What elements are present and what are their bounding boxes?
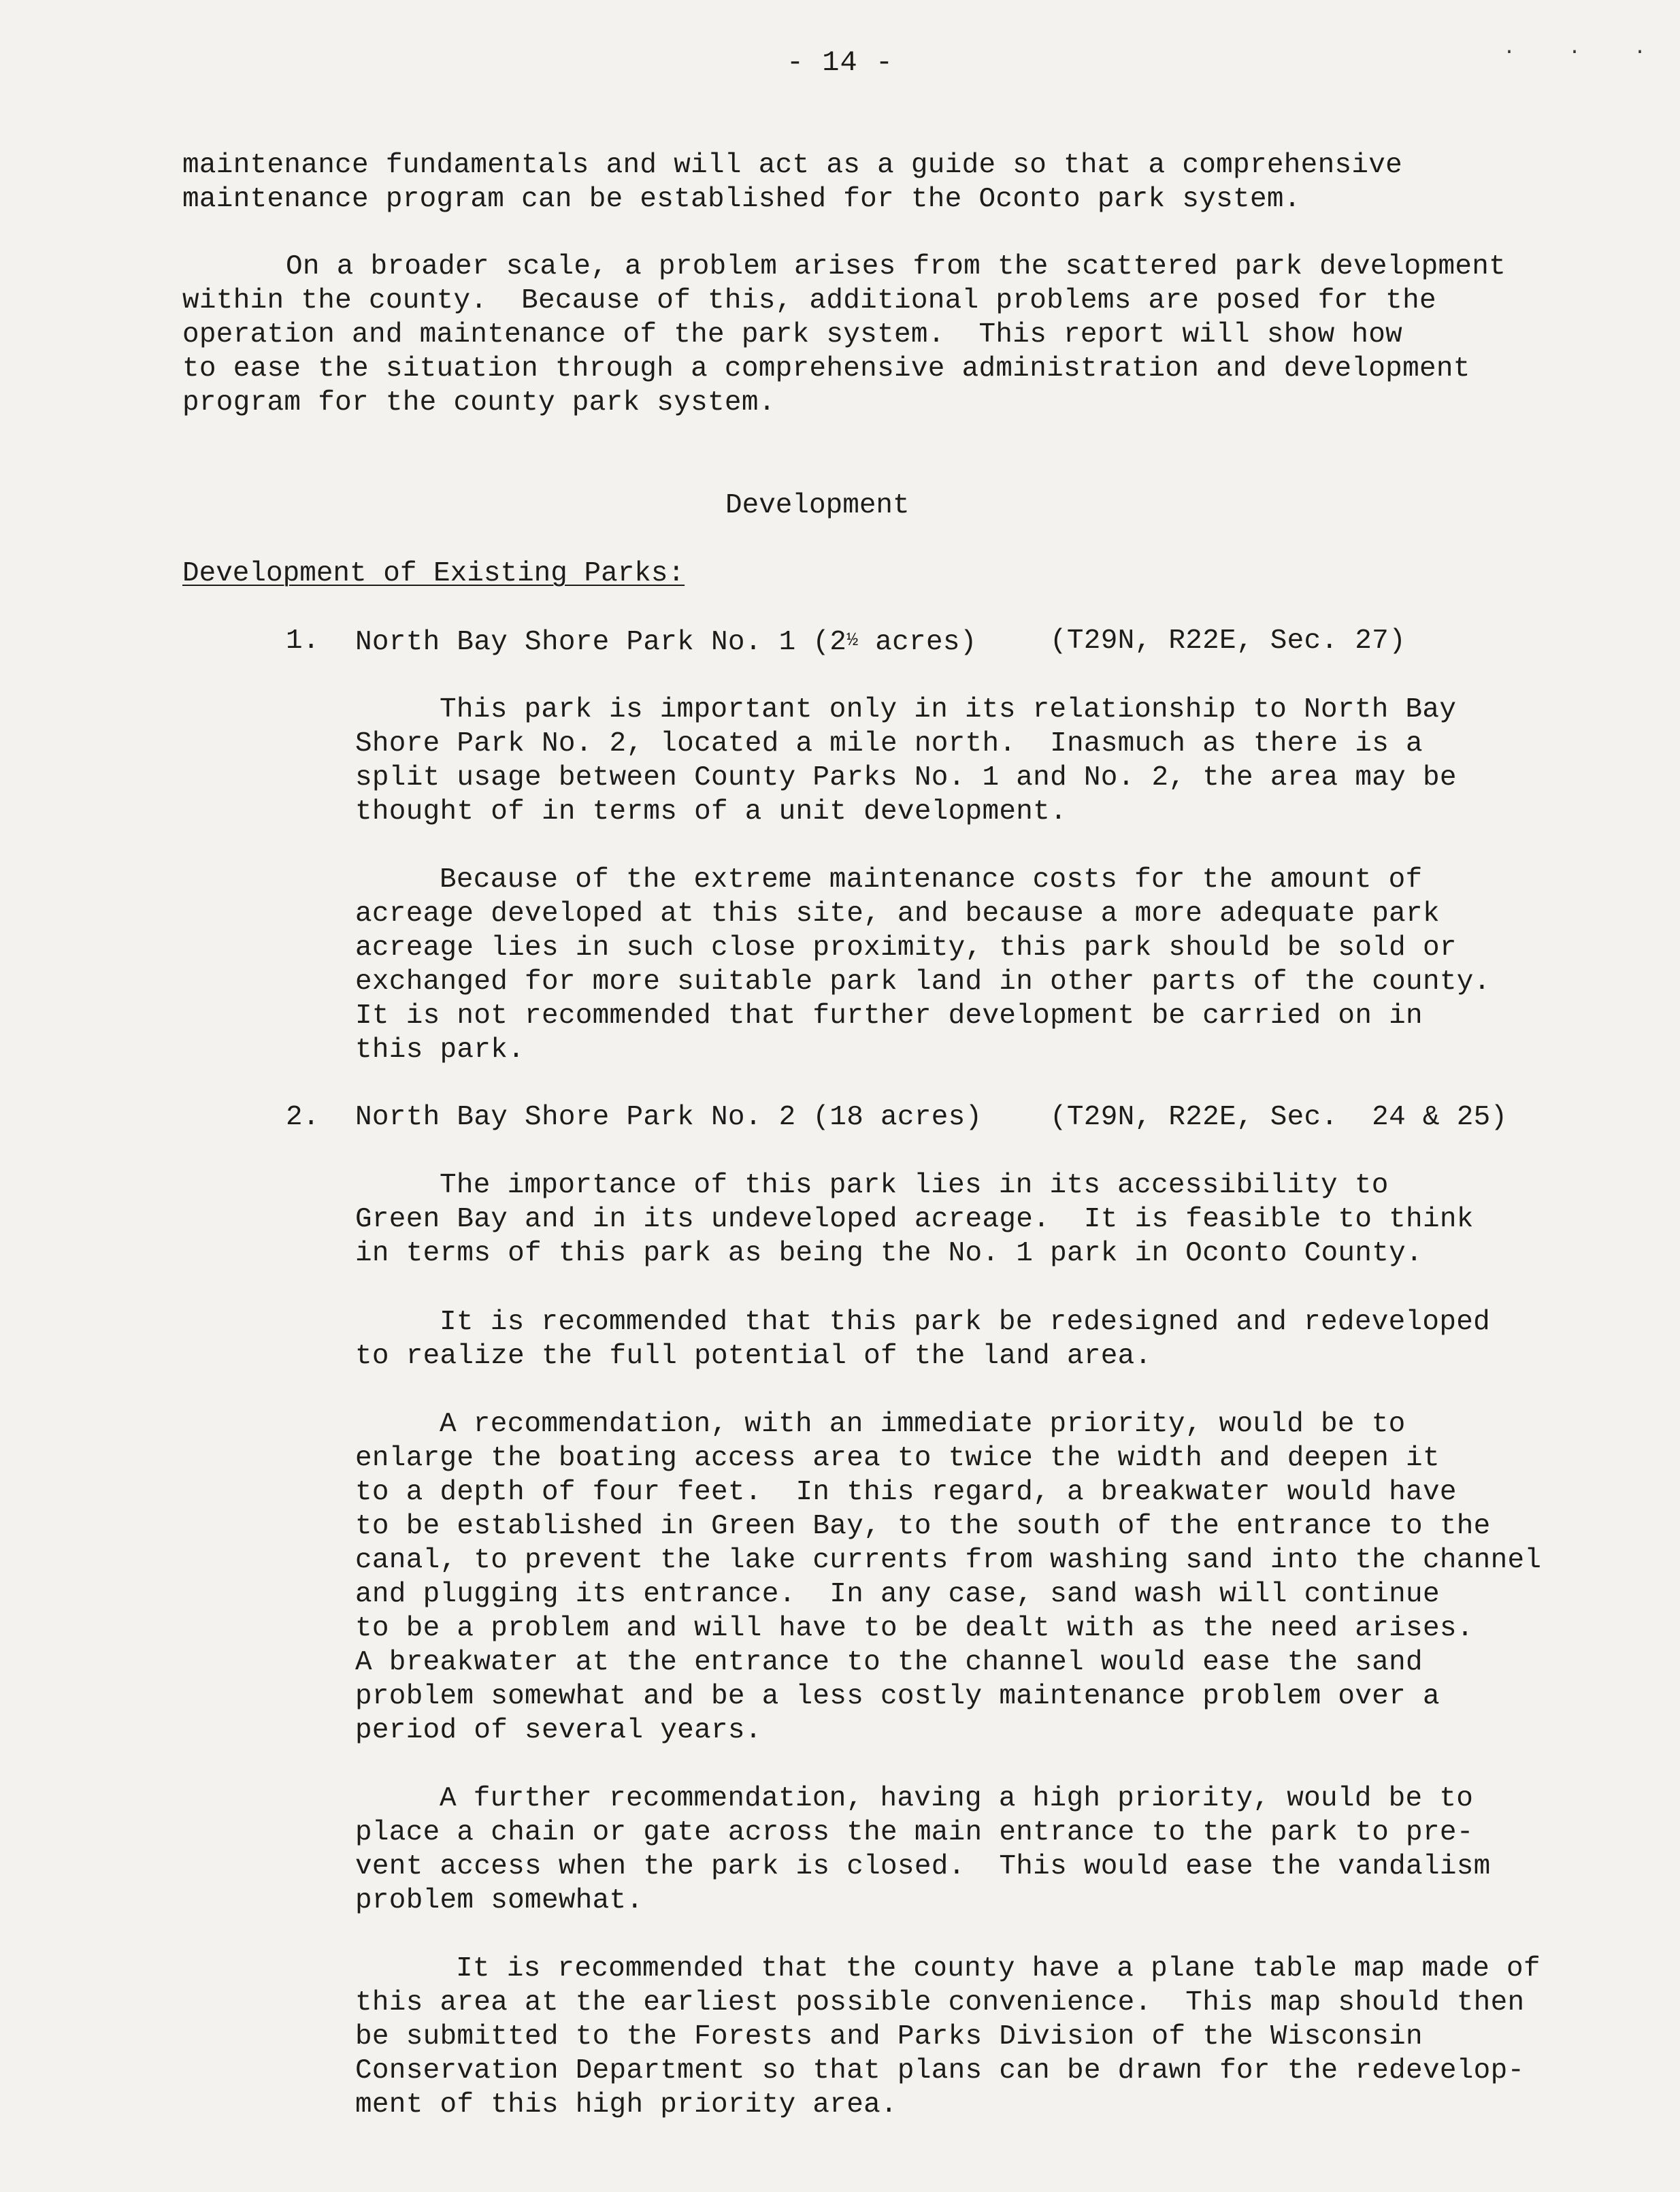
scale-line-2: within the county. Because of this, additional problems are posed for the (182, 285, 1436, 316)
park2-p3-line-10: period of several years. (355, 1715, 762, 1746)
park2-p4-line-3: vent access when the park is closed. This would ease the vandalism (355, 1851, 1491, 1882)
park1-p1-line-3: split usage between County Parks No. 1 and No. 2, the area may be (355, 762, 1457, 794)
park2-p5-line-5: ment of this high priority area. (355, 2089, 897, 2121)
park2-p4-line-1: A further recommendation, having a high priority, would be to (440, 1783, 1474, 1814)
park1-p2-line-1: Because of the extreme maintenance costs for the amount of (440, 864, 1423, 896)
park1-p1-line-4: thought of in terms of a unit development. (355, 796, 1067, 828)
park1-number: 1. (286, 625, 320, 657)
park1-fraction: ½ (846, 630, 859, 651)
park1-location: (T29N, R22E, Sec. 27) (1050, 625, 1406, 657)
park1-p2-line-4: exchanged for more suitable park land in other parts of the county. (355, 966, 1491, 998)
park2-p5-line-4: Conservation Department so that plans can be drawn for the redevelop- (355, 2055, 1525, 2087)
park2-p3-line-4: to be established in Green Bay, to the south of the entrance to the (355, 1511, 1491, 1542)
park2-p3-line-5: canal, to prevent the lake currents from washing sand into the channel (355, 1545, 1542, 1576)
park2-p5-line-1: It is recommended that the county have a plane table map made of (456, 1953, 1541, 1984)
park1-p2-line-5: It is not recommended that further development be carried on in (355, 1000, 1423, 1032)
park2-p1-line-3: in terms of this park as being the No. 1 park in Oconto County. (355, 1238, 1423, 1269)
park2-p2-line-1: It is recommended that this park be redesigned and redeveloped (440, 1307, 1491, 1338)
park2-p3-line-3: to a depth of four feet. In this regard, a breakwater would have (355, 1477, 1457, 1508)
scale-line-1: On a broader scale, a problem arises from the scattered park development (286, 251, 1506, 282)
park1-p1-line-2: Shore Park No. 2, located a mile north. Inasmuch as there is a (355, 728, 1423, 759)
park1-p1-line-1: This park is important only in its relationship to North Bay (440, 694, 1457, 725)
park2-p4-line-2: place a chain or gate across the main entrance to the park to pre- (355, 1817, 1474, 1848)
park1-p2-line-2: acreage developed at this site, and because a more adequate park (355, 898, 1440, 930)
park2-p3-line-1: A recommendation, with an immediate priority, would be to (440, 1409, 1406, 1440)
park2-location: (T29N, R22E, Sec. 24 & 25) (1050, 1102, 1508, 1133)
park2-p1-line-1: The importance of this park lies in its accessibility to (440, 1170, 1389, 1201)
park1-p2-line-6: this park. (355, 1034, 525, 1066)
park2-p2-line-2: to realize the full potential of the land area. (355, 1341, 1152, 1372)
scale-line-3: operation and maintenance of the park system. This report will show how (182, 319, 1403, 350)
park2-p3-line-7: to be a problem and will have to be dealt with as the need arises. (355, 1613, 1474, 1644)
park1-name: North Bay Shore Park No. 1 (2 (355, 627, 847, 658)
park2-p4-line-4: problem somewhat. (355, 1885, 644, 1916)
park2-p3-line-9: problem somewhat and be a less costly maintenance problem over a (355, 1681, 1440, 1712)
section-title: Development (725, 490, 910, 521)
park1-p2-line-3: acreage lies in such close proximity, this park should be sold or (355, 932, 1457, 964)
park2-p3-line-2: enlarge the boating access area to twice the width and deepen it (355, 1443, 1440, 1474)
park2-p1-line-2: Green Bay and in its undeveloped acreage. It is feasible to think (355, 1204, 1474, 1235)
park1-title (355, 624, 977, 659)
park2-p3-line-8: A breakwater at the entrance to the channel would ease the sand (355, 1647, 1423, 1678)
park1-name-end: acres) (858, 627, 977, 658)
park2-number: 2. (286, 1102, 320, 1133)
page-specks: · · · (1502, 41, 1666, 64)
scale-line-4: to ease the situation through a comprehensive administration and development (182, 353, 1470, 385)
park2-p5-line-3: be submitted to the Forests and Parks Division of the Wisconsin (355, 2021, 1423, 2052)
scale-line-5: program for the county park system. (182, 387, 776, 419)
subsection-title: Development of Existing Parks: (182, 558, 685, 589)
park2-title: North Bay Shore Park No. 2 (18 acres) (355, 1102, 983, 1133)
intro-line-2: maintenance program can be established for the Oconto park system. (182, 184, 1301, 215)
page-number: - 14 - (786, 46, 894, 79)
park2-p5-line-2: this area at the earliest possible convenience. This map should then (355, 1987, 1525, 2018)
intro-line-1: maintenance fundamentals and will act as a guide so that a comprehensive (182, 150, 1403, 181)
park2-p3-line-6: and plugging its entrance. In any case, sand wash will continue (355, 1579, 1440, 1610)
